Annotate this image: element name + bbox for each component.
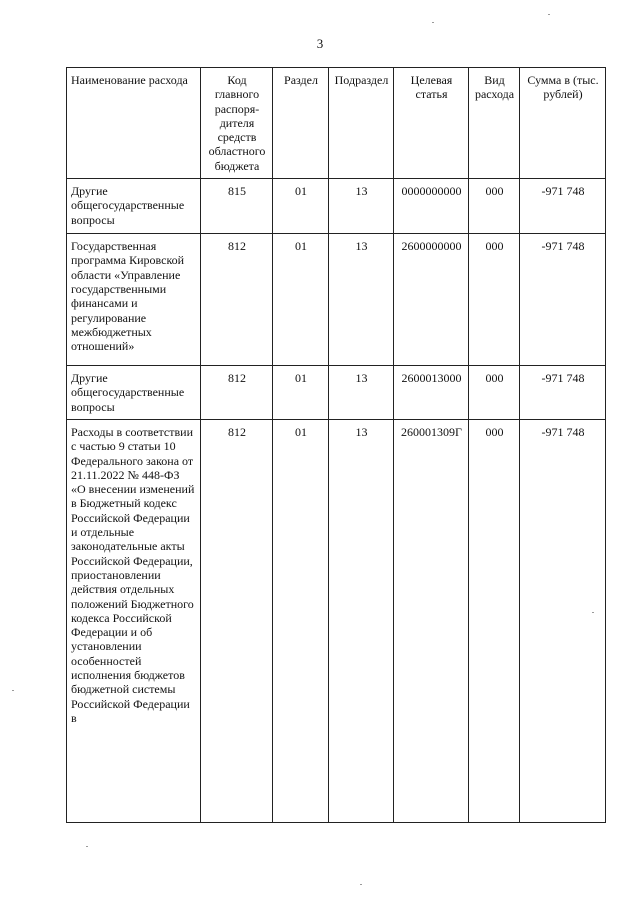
cell-subsection: 13 bbox=[329, 234, 394, 366]
page-number: 3 bbox=[316, 36, 324, 51]
cell-target: 0000000000 bbox=[394, 179, 469, 234]
cell-name: Другие общегосударственные вопросы bbox=[67, 366, 201, 420]
table-row bbox=[67, 179, 606, 234]
scan-speck bbox=[432, 22, 434, 23]
cell-sum: -971 748 bbox=[520, 419, 606, 822]
cell-type: 000 bbox=[469, 179, 520, 234]
expense-table bbox=[66, 67, 606, 823]
cell-subsection: 13 bbox=[329, 419, 394, 822]
header-sum: Сумма в (тыс. рублей) bbox=[520, 68, 606, 179]
cell-subsection: 13 bbox=[329, 179, 394, 234]
table-row bbox=[67, 234, 606, 366]
scan-speck bbox=[592, 612, 594, 613]
cell-section: 01 bbox=[273, 234, 329, 366]
scan-speck bbox=[12, 690, 14, 691]
header-name: Наименование расхода bbox=[67, 68, 201, 179]
cell-sum: -971 748 bbox=[520, 179, 606, 234]
header-type: Вид расхода bbox=[469, 68, 520, 179]
cell-subsection: 13 bbox=[329, 366, 394, 420]
header-code: Код главного распоря-дителя средств областного бюджета bbox=[201, 68, 273, 179]
cell-section: 01 bbox=[273, 179, 329, 234]
cell-target: 2600000000 bbox=[394, 234, 469, 366]
scan-speck bbox=[360, 884, 362, 885]
table-row bbox=[67, 366, 606, 420]
cell-target: 260001309Г bbox=[394, 419, 469, 822]
cell-sum: -971 748 bbox=[520, 234, 606, 366]
table-header-row bbox=[67, 68, 606, 179]
header-section: Раздел bbox=[273, 68, 329, 179]
header-target: Целевая статья bbox=[394, 68, 469, 179]
cell-name: Государственная программа Кировской области «Управление государственными финансами и регулирование межбюджетных отношений» bbox=[67, 234, 201, 366]
cell-name: Расходы в соответствии с частью 9 статьи 10 Федерального закона от 21.11.2022 № 448-ФЗ «О внесении изменений в Бюджетный кодекс Российской Федерации и отдельные законодательные акты Российской Федерации, приостановлении действия отдельных положений Бюджетного кодекса Российской Федерации и об установлении особенностей исполнения бюджетов бюджетной системы Российской Федерации в bbox=[67, 419, 201, 822]
scan-speck bbox=[86, 846, 88, 847]
cell-name: Другие общегосударственные вопросы bbox=[67, 179, 201, 234]
cell-sum: -971 748 bbox=[520, 366, 606, 420]
cell-code: 812 bbox=[201, 366, 273, 420]
table-row bbox=[67, 419, 606, 822]
cell-code: 812 bbox=[201, 234, 273, 366]
cell-target: 2600013000 bbox=[394, 366, 469, 420]
cell-type: 000 bbox=[469, 419, 520, 822]
cell-type: 000 bbox=[469, 234, 520, 366]
cell-section: 01 bbox=[273, 366, 329, 420]
cell-code: 812 bbox=[201, 419, 273, 822]
cell-code: 815 bbox=[201, 179, 273, 234]
cell-section: 01 bbox=[273, 419, 329, 822]
scan-speck bbox=[548, 14, 550, 15]
cell-type: 000 bbox=[469, 366, 520, 420]
header-subsection: Подраздел bbox=[329, 68, 394, 179]
